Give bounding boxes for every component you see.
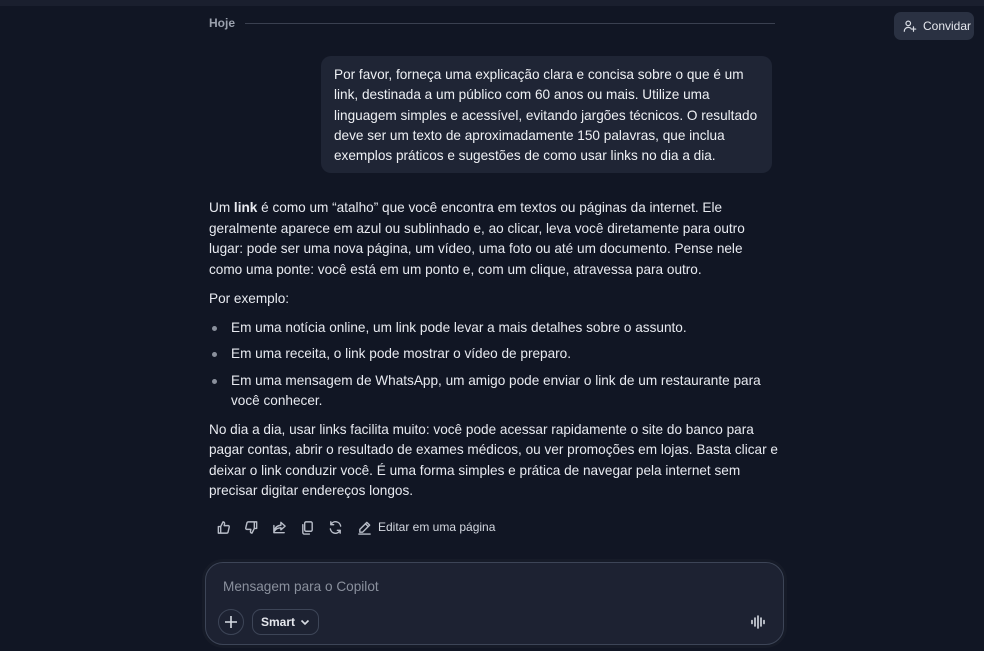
edit-in-page-label: Editar em uma página	[378, 520, 496, 534]
list-item: Em uma receita, o link pode mostrar o vídeo de preparo.	[209, 344, 779, 365]
message-input[interactable]	[221, 575, 745, 597]
share-icon[interactable]	[269, 517, 289, 537]
plus-icon	[224, 615, 238, 629]
invite-label: Convidar	[923, 19, 972, 33]
voice-button[interactable]	[747, 611, 769, 633]
mode-selector[interactable]	[252, 609, 319, 635]
paragraph-3: No dia a dia, usar links facilita muito: você pode acessar rapidamente o site do banco para pagar contas, abrir o resultado de exames médicos, ou ver promoções em lojas. Basta clicar e deixar o link conduzir você. É uma forma simples e prática de navegar pela internet sem precisar digitar endereços longos.	[209, 421, 778, 498]
paragraph-2: Por exemplo:	[209, 291, 290, 306]
paragraph-1	[209, 198, 779, 280]
invite-button[interactable]	[894, 12, 974, 40]
list-item: Em uma mensagem de WhatsApp, um amigo pode enviar o link de um restaurante para você conhecer.	[209, 371, 779, 412]
assistant-response	[209, 198, 779, 502]
bold-term: link	[233, 200, 258, 215]
thumbs-up-icon[interactable]	[213, 517, 233, 537]
edit-icon	[357, 520, 372, 535]
voice-wave-icon	[750, 614, 766, 630]
response-actions	[213, 516, 495, 538]
text-run: Um	[209, 200, 234, 215]
user-message	[321, 56, 772, 173]
thumbs-down-icon[interactable]	[241, 517, 261, 537]
regenerate-icon[interactable]	[325, 517, 345, 537]
date-label: Hoje	[209, 16, 236, 30]
date-divider	[209, 14, 775, 32]
list-item: Em uma notícia online, um link pode levar a mais detalhes sobre o assunto.	[209, 318, 779, 339]
edit-in-page-button[interactable]	[357, 520, 495, 535]
user-message-text: Por favor, forneça uma explicação clara e concisa sobre o que é um link, destinada a um público com 60 anos ou mais. Utilize uma linguagem simples e acessível, evitando jargões técnicos. O resultado deve ser um texto de aproximadamente 150 palavras, que inclua exemplos práticos e sugestões de como usar links no dia a dia.	[334, 67, 758, 164]
example-list	[209, 318, 779, 412]
top-edge	[0, 0, 984, 6]
chevron-down-icon	[300, 617, 310, 627]
add-attachment-button[interactable]	[218, 609, 244, 635]
text-run: é como um “atalho” que você encontra em textos ou páginas da internet. Ele geralmente aparece em azul ou sublinhado e, ao clicar, leva você diretamente para outro lugar: pode ser uma nova página, um vídeo, uma foto ou até um documento. Pense nele como uma ponte: você está em um ponto e, com um clique, atravessa para outro.	[209, 200, 745, 277]
message-composer	[205, 562, 784, 645]
divider-line	[245, 23, 775, 24]
mode-label: Smart	[261, 615, 296, 629]
add-person-icon	[903, 19, 917, 33]
copy-icon[interactable]	[297, 517, 317, 537]
